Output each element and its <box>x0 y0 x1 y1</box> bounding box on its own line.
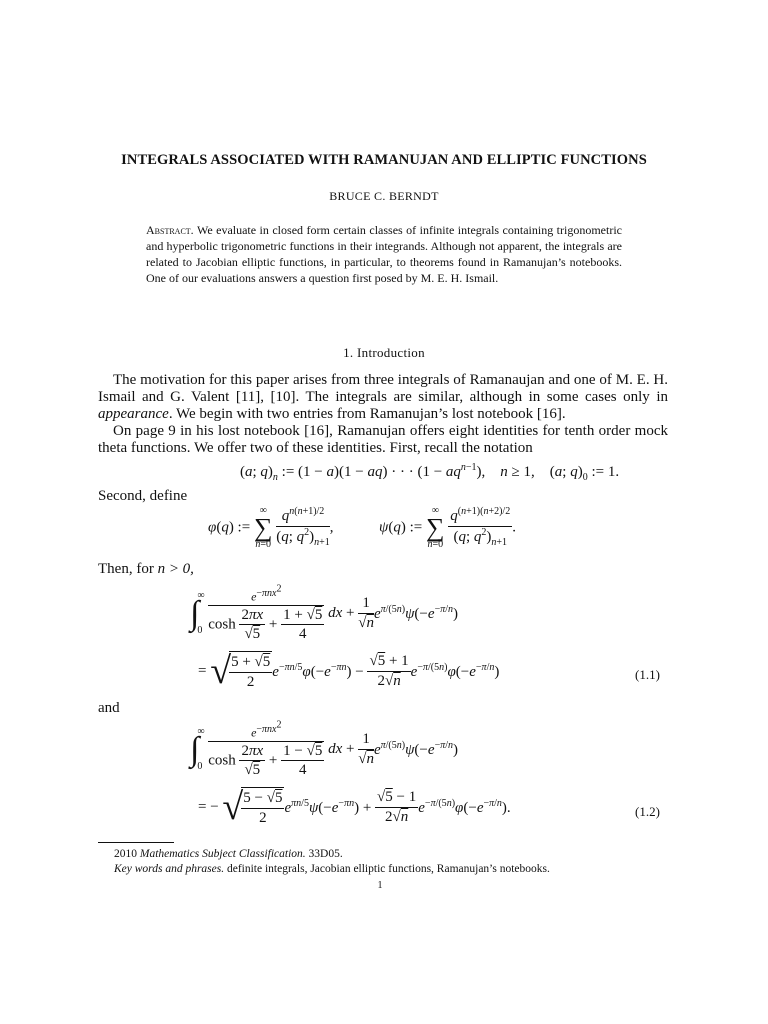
equation-notation: (a; $q)_n$ := (1 − a)(1 − aq) · · · $(1 - aq^{n-1})$, n ≥ 1, (a; $q)_0$ := 1. <box>240 462 620 483</box>
text-then-for-condition: n > 0, <box>157 561 194 577</box>
equation-1-1-integral: ∫∞ $_0$ $e^{-\pi nx^2}$ cosh $\frac{2\pi x}{√5}$ + $\frac{1 + √5}{4}$ dx + $\frac{1}{√n}$ $e^{\pi/(5n)}\psi(-e^{-\pi/n})$ <box>190 583 458 643</box>
paragraph-motivation-emphasis: appearance <box>98 406 169 422</box>
paragraph-motivation-text: The motivation for this paper arises from three integrals of Ramanaujan and one of M. E. H. Ismail and G. Valent [11], [10]. The integrals are similar, although in some cases only in <box>98 372 668 405</box>
footnote-classification-label: Mathematics Subject Classification. <box>139 848 306 860</box>
paragraph-lost-notebook: On page 9 in his lost notebook [16], Ramanujan offers eight identities for tenth order mock theta functions. We offer two of these identities. First, recall the notation <box>98 423 668 456</box>
equation-1-2-integral: ∫∞ $_0$ $e^{-\pi nx^2}$ cosh $\frac{2\pi x}{√5}$ + $\frac{1 - √5}{4}$ dx + $\frac{1}{√n}$ $e^{\pi/(5n)}\psi(-e^{-\pi/n})$ <box>190 719 458 779</box>
page-number: 1 <box>377 880 383 891</box>
footnote-rule <box>98 842 174 843</box>
equation-1-1-result: = √ $\frac{5 + √5}{2}$ $e^{-\pi n/5}\varphi(-e^{-\pi n})$ − $\frac{√5 + 1}{2√n}$ $e^{-\pi/(5n)}\varphi(-e^{-\pi/n})$ <box>198 650 500 693</box>
equation-number-1-2: (1.2) <box>635 804 660 819</box>
text-second-define: Second, define <box>98 488 188 504</box>
footnote-classification <box>114 846 343 862</box>
equation-1-2-result: = − √ $\frac{5 - √5}{2}$ $e^{\pi n/5}\psi(-e^{-\pi n})$ + $\frac{√5 - 1}{2√n}$ $e^{-\pi/(5n)}\varphi(-e^{-\pi/n})$. <box>198 786 511 829</box>
footnote-keywords <box>114 861 550 877</box>
text-and: and <box>98 700 120 716</box>
equation-number-1-1: (1.1) <box>635 667 660 682</box>
paper-author: BRUCE C. BERNDT <box>329 189 439 203</box>
equation-phi-psi-definition: φ(q) := ∞ ∑ n=0 $\frac{q^{n(n+1)/2}}{(q; q^2)_{n+1}}$ , ψ(q) := ∞ ∑ n=0 $\frac{q^{(n+1)(n+2)/2}}{(q; q^2)_{n+1}}$ . <box>208 505 516 550</box>
footnote-keywords-value: definite integrals, Jacobian elliptic functions, Ramanujan’s notebooks. <box>226 863 550 875</box>
paper-title: INTEGRALS ASSOCIATED WITH RAMANUJAN AND ELLIPTIC FUNCTIONS <box>121 152 647 168</box>
footnote-classification-year: 2010 <box>114 848 137 860</box>
abstract-label: Abstract. <box>146 223 194 237</box>
text-then-for <box>98 561 668 578</box>
footnote-keywords-label: Key words and phrases. <box>114 863 225 875</box>
text-then-for-word: Then, for <box>98 561 154 577</box>
abstract <box>146 222 622 286</box>
footnote-classification-value: 33D05. <box>308 848 343 860</box>
abstract-text: We evaluate in closed form certain classes of infinite integrals containing trigonometric and hyperbolic trigonometric functions in their integrands. Although not apparent, the integrals are related to Jacobian elliptic functions, in particular, to theorems found in Ramanujan’s notebooks. One of our evaluations answers a question first posed by M. E. H. Ismail. <box>146 223 622 285</box>
paragraph-motivation <box>98 372 668 423</box>
section-heading: 1. Introduction <box>343 345 425 360</box>
paragraph-motivation-tail: . We begin with two entries from Ramanujan’s lost notebook [16]. <box>168 406 566 422</box>
